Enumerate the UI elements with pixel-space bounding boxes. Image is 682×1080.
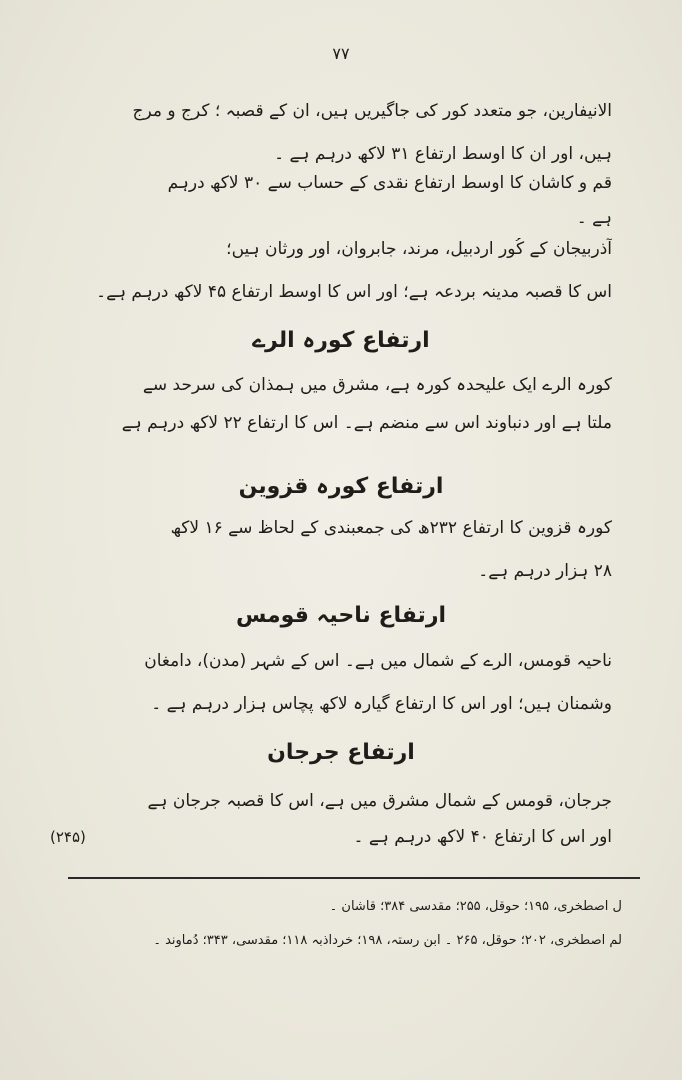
footnote: ل اصطخری، ۱۹۵؛ حوقل، ۲۵۵؛ مقدسی ۳۸۴؛ قاشان ۔ [329, 899, 622, 914]
text-line: کورہ قزوین کا ارتفاع ۲۳۲ھ کی جمعبندی کے لحاظ سے ۱۶ لاکھ [170, 518, 612, 538]
text-line: جرجان، قومس کے شمال مشرق میں ہے، اس کا قصبہ جرجان ہے [147, 791, 612, 811]
footnote: لم اصطخری، ۲۰۲؛ حوقل، ۲۶۵ ۔ ابن رستہ، ۱۹۸؛ خرداذبہ ۱۱۸؛ مقدسی، ۳۴۳؛ دُماوند ۔ [153, 933, 622, 948]
text-line: ناحیہ قومس، الرے کے شمال میں ہے۔ اس کے شہر (مدن)، دامغان [144, 651, 612, 671]
page-number: ٧٧ [332, 44, 350, 63]
text-line: الانیفارین، جو متعدد کور کی جاگیریں ہیں، ان کے قصبہ ؛ کرج و مرج [132, 101, 612, 121]
text-line: اس کا قصبہ مدینہ بردعہ ہے؛ اور اس کا اوسط ارتفاع ۴۵ لاکھ درہم ہے۔ [96, 282, 612, 302]
text-line: آذربیجان کے کُور اردبیل، مرند، جابروان، اور ورثان ہیں؛ [226, 239, 612, 259]
text-line: کورہ الرے ایک علیحدہ کورہ ہے، مشرق میں ہمذان کی سرحد سے [142, 375, 612, 395]
text-line: قم و کاشان کا اوسط ارتفاع نقدی کے حساب سے ۳۰ لاکھ درہم [167, 173, 612, 193]
section-heading: ارتفاع ناحیہ قومس [235, 603, 447, 628]
text-line: ہیں، اور ان کا اوسط ارتفاع ۳۱ لاکھ درہم ہے ۔ [274, 144, 612, 164]
section-heading: ارتفاع کورہ الرے [252, 328, 430, 353]
text-line: وشمنان ہیں؛ اور اس کا ارتفاع گیارہ لاکھ پچاس ہزار درہم ہے ۔ [151, 694, 612, 714]
section-heading: ارتفاع کورہ قزوین [238, 474, 444, 499]
text-line: ۲۸ ہزار درہم ہے۔ [478, 561, 612, 581]
text-line: ہے ۔ [576, 208, 612, 228]
text-line: اور اس کا ارتفاع ۴۰ لاکھ درہم ہے ۔ [353, 827, 612, 847]
page-reference-mark: (۲۴۵) [50, 828, 86, 846]
text-line: ملتا ہے اور دنباوند اس سے منضم ہے۔ اس کا ارتفاع ۲۲ لاکھ درہم ہے [121, 413, 612, 433]
footnote-divider [68, 877, 640, 879]
section-heading: ارتفاع جرجان [267, 740, 415, 765]
